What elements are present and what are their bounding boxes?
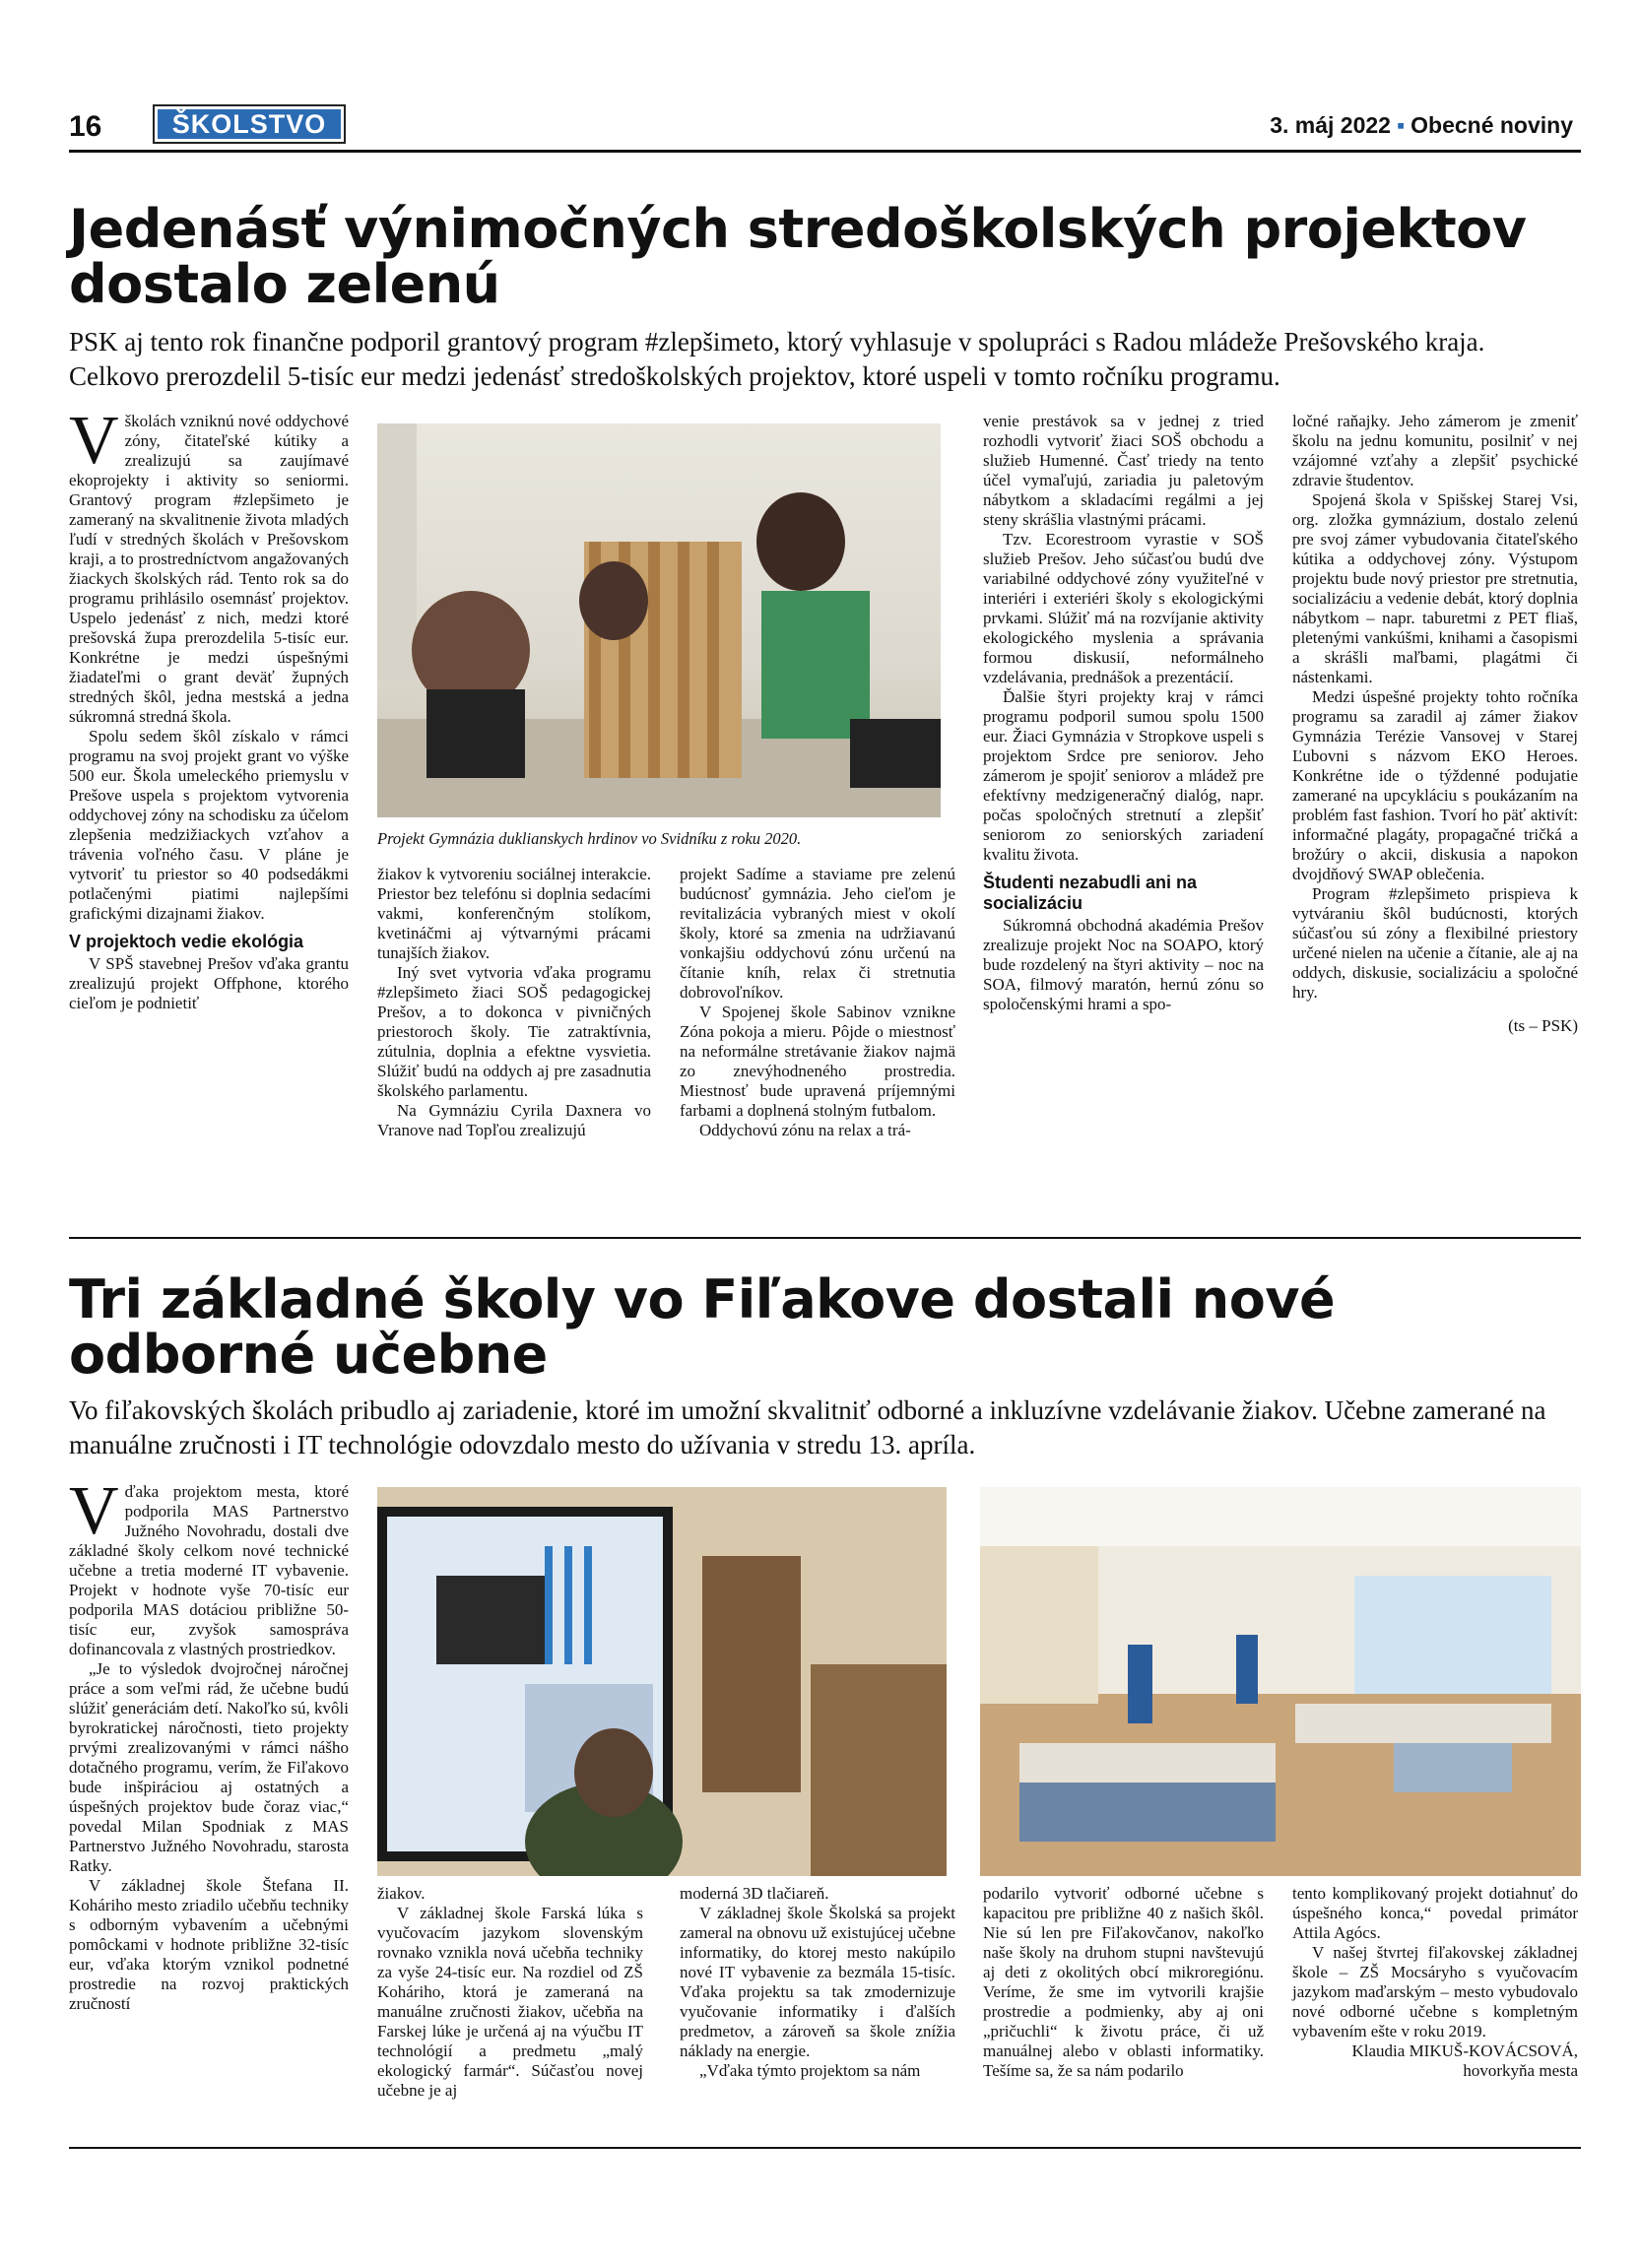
paragraph: Na Gymnáziu Cyrila Daxnera vo Vranove nad Topľou zrealizujú: [377, 1101, 651, 1139]
section-name: ŠKOLSTVO: [158, 109, 341, 139]
article2-photo-touchscreen: [377, 1487, 947, 1876]
students-bench-photo: [377, 423, 941, 817]
paragraph: Súkromná obchodná akadémia Prešov zrealizuje projekt Noc na SOAPO, ktorý bude rozdelený na štyri aktivity – noc na SOA, filmový maratón, hernú zónu so spoločenskými hrami a spo-: [983, 916, 1264, 1013]
paragraph: V Spojenej škole Sabinov vznikne Zóna pokoja a mieru. Pôjde o miestnosť na neformálne stretávanie žiakov najmä zo znevýhodneného prostredia. Miestnosť bude upravená príjemnými farbami a doplnená stolným futbalom.: [680, 1003, 955, 1120]
issue-date: 3. máj 2022: [1270, 112, 1391, 138]
header-rule: [69, 150, 1581, 153]
paragraph: V základnej škole Školská sa projekt zameral na obnovu už existujúcej učebne informatiky, do ktorej mesto nakúpilo nové IT vybavenie za bezmála 15-tisíc. Vďaka projektu sa tak zmodernizuje vyučovanie informatiky i ďalších predmetov, a zároveň sa škole znížia náklady na energie.: [680, 1904, 955, 2060]
paragraph: „Je to výsledok dvojročnej náročnej práce a som veľmi rád, že učebne budú slúžiť generáciám detí. Nakoľko sú, kvôli byrokratickej náročnosti, tieto projekty prvými zrealizovanými v rámci nášho dotačného programu, verím, že Fiľakovo bude inšpiráciou aj ostatných a úspešných projektov bude čoraz viac,“ povedal Milan Spodniak z MAS Partnerstvo Južného Novohradu, starosta Ratky.: [69, 1659, 349, 1875]
paragraph: ločné raňajky. Jeho zámerom je zmeniť školu na jednu komunitu, posilniť v nej vzájomné vzťahy a zlepšiť psychické zdravie študentov.: [1292, 412, 1578, 489]
bullet-separator-icon: ▪: [1396, 112, 1406, 138]
issue-info: [1270, 112, 1573, 139]
article1-photo: [377, 423, 941, 817]
section-label: [153, 104, 346, 144]
subheading: Študenti nezabudli ani na socializáciu: [983, 873, 1198, 913]
paragraph: Oddychovú zónu na relax a trá-: [699, 1121, 911, 1139]
paragraph: venie prestávok sa v jednej z tried rozhodli vytvoriť žiaci SOŠ obchodu a služieb Humenné. Časť triedy na tento účel vymaľujú, zariadia ju paletovým nábytkom a skladacími regálmi a jej steny skrášlia vlastnými prácami.: [983, 412, 1264, 529]
drop-cap: V: [69, 1473, 119, 1549]
article1-column-4: [983, 412, 1264, 1014]
paragraph: V SPŠ stavebnej Prešov vďaka grantu zrealizujú projekt Offphone, ktorého cieľom je podnietiť: [69, 954, 349, 1012]
drop-cap: V: [69, 403, 119, 479]
paragraph: Iný svet vytvoria vďaka programu #zlepšimeto žiaci SOŠ pedagogickej Prešov, a to dokonca v pivničných priestoroch školy. Tie zatraktívnia, zútulnia, doplnia a efektne vysvietia. Slúžiť budú na oddych aj pre zasadnutia školského parlamentu.: [377, 963, 651, 1100]
newspaper-name: Obecné noviny: [1410, 112, 1573, 138]
paragraph: Spojená škola v Spišskej Starej Vsi, org. zložka gymnázium, dostalo zelenú pre svoj zámer vybudovania čitateľského kútika a oddychovej zóny. Výstupom projektu bude nový priestor pre stretnutia, socializáciu a vedenie debát, ktorý doplnia nábytkom – napr. taburetmi z PET fliaš, pletenými vankúšmi, knihami a časopismi a skrášli maľbami, plagátmi či nástenkami.: [1292, 490, 1578, 686]
paragraph: „Vďaka týmto projektom sa nám: [699, 2061, 921, 2080]
paragraph: V našej štvrtej fiľakovskej základnej škole – ZŠ Mocsáryho s vyučovacím jazykom maďarským – mesto vybudovalo nové odborné učebne s kompletným vybavením ešte v roku 2019.: [1292, 1943, 1578, 2041]
article1-signature: (ts – PSK): [1508, 1016, 1578, 1035]
article1-column-2: [377, 865, 651, 1140]
article1-photo-caption: Projekt Gymnázia duklianskych hrdinov vo Svidníku z roku 2020.: [377, 829, 802, 848]
article-divider: [69, 1237, 1581, 1239]
subheading: V projektoch vedie ekológia: [69, 932, 304, 951]
article2-column-4: [983, 1884, 1264, 2081]
paragraph: podarilo vytvoriť odborné učebne s kapacitou pre približne 40 z našich škôl. Nie sú len pre Fiľakovčanov, nakoľko naše školy na druhom stupni navštevujú aj deti z okolitých obcí mikroregiónu. Veríme, že sme im vytvorili krajšie prostredie a podmienky, aby aj oni „pričuchli“ k životu práce, či už manuálnej alebo v oblasti informatiky. Tešíme sa, že sa nám podarilo: [983, 1884, 1264, 2080]
paragraph: Program #zlepšimeto prispieva k vytváraniu škôl budúcnosti, ktorých súčasťou sú zóny a flexibilné priestory určené nielen na učenie a čítanie, ale aj na oddych, diskusie, socializáciu a spoločné hry.: [1292, 884, 1578, 1002]
paragraph: Ďalšie štyri projekty kraj v rámci programu podporil sumou spolu 1500 eur. Žiaci Gymnázia v Stropkove uspeli s projektom Srdce pre seniorov. Jeho zámerom je spojiť seniorov a mládež pre efektívny medzigeneračný dialóg, napr. počas spoločných stretnutí a zlepšiť seniorom zo seniorských zariadení kvalitu života.: [983, 687, 1264, 864]
page-number: 16: [69, 110, 102, 143]
article2-column-1: [69, 1473, 349, 2014]
footer-rule: [69, 2147, 1581, 2149]
article1-lead: PSK aj tento rok finančne podporil grantový program #zlepšimeto, ktorý vyhlasuje v spolupráci s Radou mládeže Prešovského kraja. Celkovo prerozdelil 5-tisíc eur medzi jedenásť stredoškolských projektov, ktoré uspeli v tomto ročníku programu.: [69, 327, 1485, 391]
article2-column-2: [377, 1884, 643, 2101]
article2-column-3: [680, 1884, 955, 2081]
article1-column-3: [680, 865, 955, 1140]
paragraph: V základnej škole Farská lúka s vyučovacím jazykom slovenským rovnako vznikla nová učebňa techniky za vyše 24-tisíc eur. Na rozdiel od ZŠ Koháriho, ktorá je zameraná na manuálne zručnosti žiakov, učebňa na Farskej lúke je určená aj na výučbu IT technológií a predmetu „malý ekologický farmár“. Súčasťou novej učebne je aj: [377, 1904, 643, 2100]
paragraph: projekt Sadíme a staviame pre zelenú budúcnosť gymnázia. Jeho cieľom je revitalizácia vybraných miest v okolí školy, ktoré sa zmenia na udržiavanú vonkajšiu oddychovú zónu určenú na čítanie kníh, relax či stretnutia dobrovoľníkov.: [680, 865, 955, 1002]
paragraph: moderná 3D tlačiareň.: [680, 1884, 829, 1903]
author-name: Klaudia MIKUŠ-KOVÁCSOVÁ,: [1351, 2041, 1578, 2060]
article2-photo-workshop: [980, 1487, 1581, 1876]
paragraph: V základnej škole Štefana II. Koháriho mesto zriadilo učebňu techniky s odborným vybavením a učebnými pomôckami v hodnote približne 32-tisíc eur, vďaka ktorým vznikol podnetné prostredie na rozvoj praktických zručností: [69, 1876, 349, 2013]
paragraph: školách vzniknú nové oddychové zóny, čitateľské kútiky a zrealizujú sa zaujímavé ekoprojekty i aktivity so seniormi. Grantový program #zlepšimeto je zameraný na skvalitnenie života mladých ľudí v stredných školách v Prešovskom kraji, a to prostredníctvom angažovaných žiackych školských rád. Tento rok sa do programu prihlásilo osemnásť projektov. Uspelo jedenásť z nich, medzi ktoré prešovská župa prerozdelila 5-tisíc eur. Konkrétne je medzi úspešnými žiadateľmi o grant deväť župných stredných škôl, jedna mestská a jedna súkromná stredná škola.: [69, 412, 349, 726]
paragraph: žiakov.: [377, 1884, 426, 1903]
article1-column-1: [69, 403, 349, 1013]
article1-column-5: [1292, 412, 1578, 1036]
article1-title: Jedenásť výnimočných stredoškolských projektov dostalo zelenú: [69, 198, 1527, 315]
paragraph: ďaka projektom mesta, ktoré podporila MAS Partnerstvo Južného Novohradu, dostali dve základné školy celkom nové technické učebne a tretia moderné IT vybavenie. Projekt v hodnote vyše 70-tisíc eur podporila MAS dotáciou približne 50-tisíc eur, zvyšok samospráva dofinancovala z vlastných prostriedkov.: [69, 1482, 349, 1658]
paragraph: tento komplikovaný projekt dotiahnuť do úspešného konca,“ povedal primátor Attila Agócs.: [1292, 1884, 1578, 1942]
touchscreen-class-photo: [377, 1487, 947, 1876]
article2-lead: Vo fiľakovských školách pribudlo aj zariadenie, ktoré im umožní skvalitniť odborné a inkluzívne vzdelávanie žiakov. Učebne zamerané na manuálne zručnosti i IT technológie odovzdalo mesto do užívania v stredu 13. apríla.: [69, 1395, 1546, 1459]
article2-column-5: [1292, 1884, 1578, 2081]
workshop-classroom-photo: [980, 1487, 1581, 1876]
paragraph: Medzi úspešné projekty tohto ročníka programu sa zaradil aj zámer žiakov Gymnázia Terézie Vansovej v Starej Ľubovni s názvom EKO Heroes. Konkrétne ide o týždenné podujatie zamerané na upcykláciu s poukázaním na problém fast fashion. Tvorí ho päť aktivít: informačné plagáty, propagačné tričká a brožúry o akcii, diskusia a napokon dvojdňový SWAP oblečenia.: [1292, 687, 1578, 883]
paragraph: Spolu sedem škôl získalo v rámci programu na svoj projekt grant vo výške 500 eur. Škola umeleckého priemyslu v Prešove uspela s projektom vytvorenia oddychovej zóny na schodisku za účelom zlepšenia medzižiackych vzťahov a trávenia voľného času. V pláne je vytvoriť tu priestor so 40 podsedákmi potlačenými piatimi najlepšími grafickými dizajnami žiakov.: [69, 727, 349, 923]
paragraph: žiakov k vytvoreniu sociálnej interakcie. Priestor bez telefónu si doplnia sedacími vakmi, konferenčným stolíkom, kvetináčmi aj výtvarnými prácami tunajších žiakov.: [377, 865, 651, 962]
article2-title: Tri základné školy vo Fiľakove dostali nové odborné učebne: [69, 1268, 1336, 1386]
author-role: hovorkyňa mesta: [1463, 2061, 1578, 2080]
paragraph: Tzv. Ecorestroom vyrastie v SOŠ služieb Prešov. Jeho súčasťou budú dve variabilné oddychové zóny využiteľné v interiéri i exteriéri školy s ekologickými prvkami. Slúžiť má na rozvíjanie aktivity ekologického myslenia a správania formou diskusií, neformálneho vzdelávania, prednášok a prezentácií.: [983, 530, 1264, 686]
